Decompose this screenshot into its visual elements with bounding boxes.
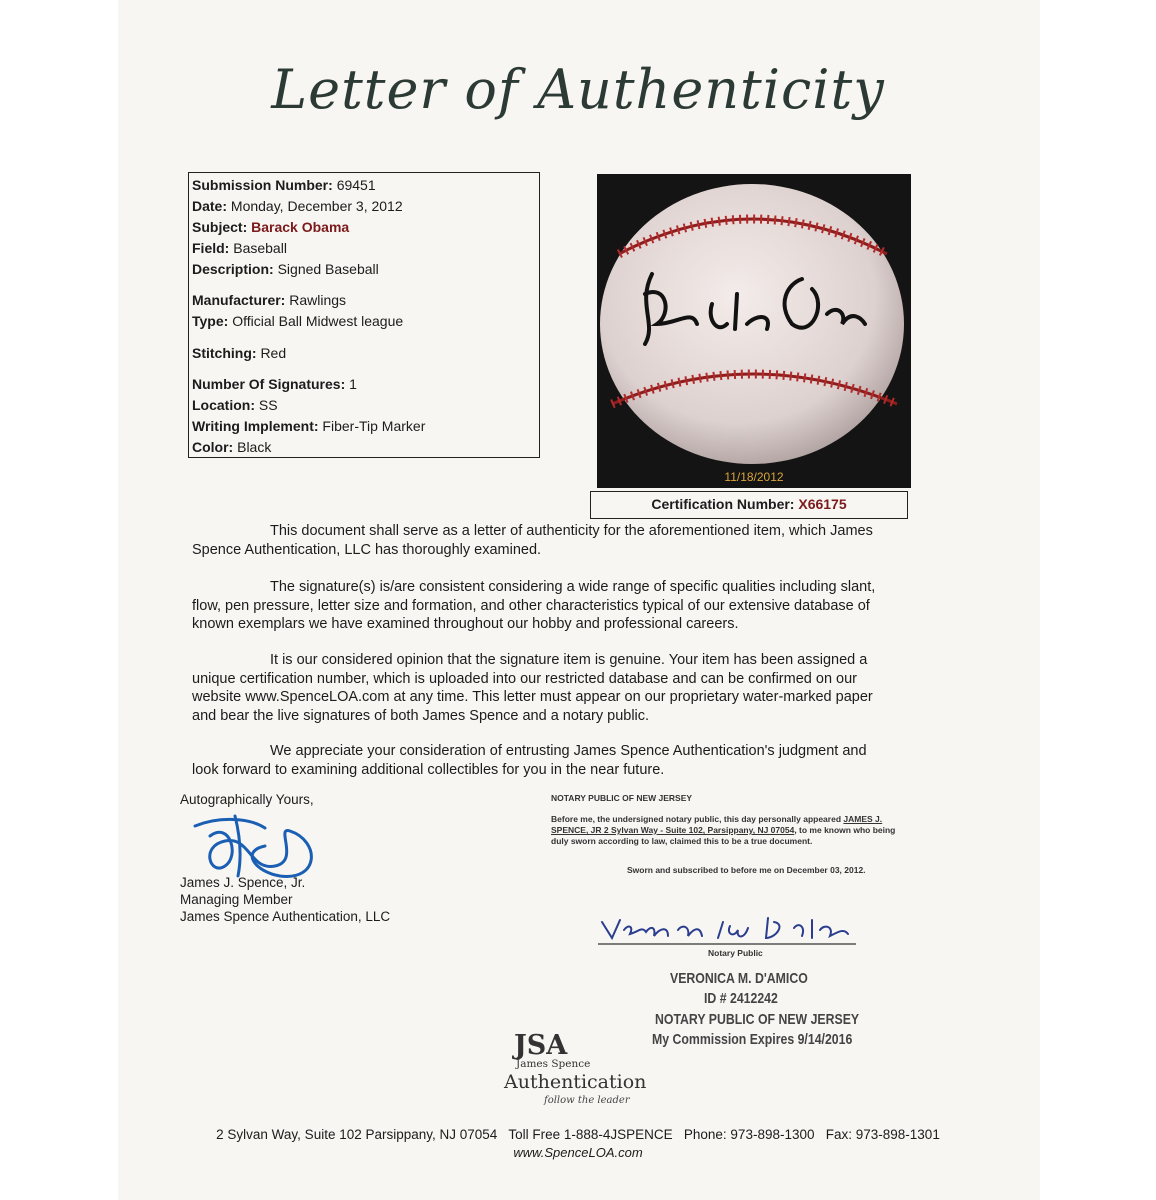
notary-signature	[598, 912, 858, 948]
jsa-logo-mark: JSA	[514, 1030, 568, 1061]
footer-address: 2 Sylvan Way, Suite 102 Parsippany, NJ 07054 Toll Free 1-888-4JSPENCE Phone: 973-898-1300 Fax: 973-898-1301	[216, 1127, 940, 1142]
detail-date: Date: Monday, December 3, 2012	[192, 198, 403, 214]
signoff-company: James Spence Authentication, LLC	[180, 909, 391, 924]
detail-manufacturer: Manufacturer: Rawlings	[192, 292, 347, 308]
notary-heading: NOTARY PUBLIC OF NEW JERSEY	[551, 793, 693, 803]
detail-signatures: Number Of Signatures: 1	[192, 376, 357, 392]
jsa-logo-line2: Authentication	[504, 1071, 647, 1093]
notary-stamp-id: ID # 2412242	[704, 990, 778, 1007]
baseball-photo	[597, 174, 911, 488]
jsa-logo	[504, 1030, 647, 1120]
spence-signature	[180, 806, 330, 884]
paragraph-intro: This document shall serve as a letter of authenticity for the aforementioned item, which James Spence Authentication, LLC has thoroughly examined.	[192, 523, 873, 558]
signoff-name: James J. Spence, Jr.	[180, 875, 306, 890]
jsa-logo-tagline: follow the leader	[544, 1095, 630, 1106]
detail-stitching: Stitching: Red	[192, 345, 287, 361]
certification-number: X66175	[798, 496, 847, 512]
detail-subject: Subject: Barack Obama	[192, 219, 350, 235]
notary-body: Before me, the undersigned notary public, this day personally appeared JAMES J. SPENCE, JR 2 Sylvan Way - Suite 102, Parsippany, NJ 07054, to me known who being duly sworn according to law, claimed this to be a true document.	[551, 814, 896, 846]
detail-type: Type: Official Ball Midwest league	[192, 313, 404, 329]
certification-label: Certification Number:	[651, 496, 795, 512]
jsa-logo-line1: James Spence	[516, 1058, 591, 1070]
notary-signature-caption: Notary Public	[708, 948, 763, 958]
certification-number-box	[590, 491, 908, 519]
detail-description: Description: Signed Baseball	[192, 261, 379, 277]
notary-sworn: Sworn and subscribed to before me on December 03, 2012.	[627, 865, 866, 875]
baseball-illustration	[597, 174, 911, 488]
item-details-box	[188, 172, 540, 458]
page-title: Letter of Authenticity	[271, 58, 885, 121]
notary-stamp-title: NOTARY PUBLIC OF NEW JERSEY	[655, 1011, 860, 1028]
detail-location: Location: SS	[192, 397, 278, 413]
detail-field: Field: Baseball	[192, 240, 287, 256]
detail-implement: Writing Implement: Fiber-Tip Marker	[192, 418, 426, 434]
detail-submission: Submission Number: 69451	[192, 177, 376, 193]
notary-stamp-name: VERONICA M. D'AMICO	[670, 970, 808, 987]
paragraph-opinion: It is our considered opinion that the signature item is genuine. Your item has been assigned a unique certification number, which is uploaded into our restricted database and can be confirmed on our website www.SpenceLOA.com at any time. This letter must appear on our proprietary water-marked paper and bear the live signatures of both James Spence and a notary public.	[192, 652, 873, 724]
signoff-role: Managing Member	[180, 892, 293, 907]
notary-stamp-expiry: My Commission Expires 9/14/2016	[652, 1031, 853, 1048]
detail-color: Color: Black	[192, 439, 272, 455]
paragraph-consistency: The signature(s) is/are consistent considering a wide range of specific qualities including slant, flow, pen pressure, letter size and formation, and other characteristics typical of our extensive database of known exemplars we have examined throughout our hobby and professional careers.	[192, 579, 876, 632]
photo-date-stamp: 11/18/2012	[724, 470, 784, 484]
footer-website[interactable]: www.SpenceLOA.com	[513, 1145, 643, 1160]
signoff-closing: Autographically Yours,	[180, 792, 314, 807]
paragraph-appreciation: We appreciate your consideration of entrusting James Spence Authentication's judgment and look forward to examining additional collectibles for you in the near future.	[192, 743, 867, 778]
